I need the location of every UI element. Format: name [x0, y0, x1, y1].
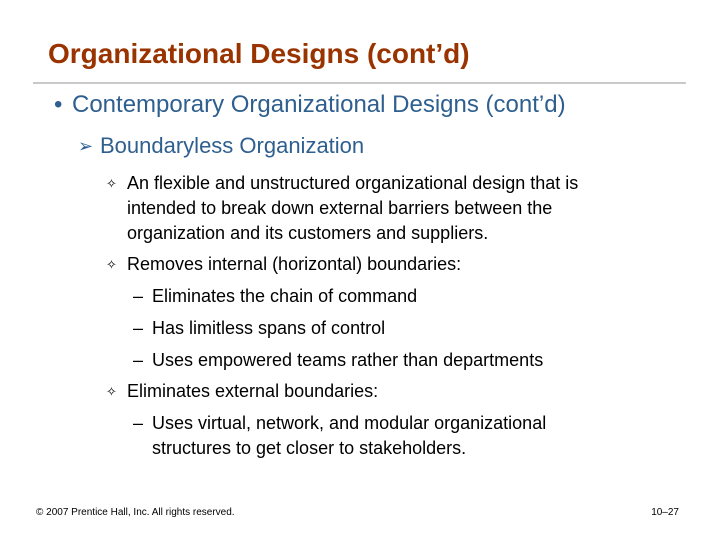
diamond-bullet-icon: ✧: [106, 257, 117, 272]
dash-bullet-icon: –: [133, 413, 144, 433]
point-internal-text: Removes internal (horizontal) boundaries:: [127, 254, 462, 274]
subheading-text: Boundaryless Organization: [100, 133, 365, 158]
dash-bullet-icon: –: [133, 318, 144, 338]
point-external: [106, 379, 646, 404]
dash-bullet-icon: –: [133, 286, 144, 306]
subpoint: [133, 411, 613, 461]
diamond-bullet-icon: ✧: [106, 176, 117, 191]
point-definition: [106, 171, 646, 246]
point-definition-text: An flexible and unstructured organizational design that is intended to break down external barriers between the organization and its customers and suppliers.: [127, 173, 579, 243]
subpoint-text: Uses empowered teams rather than departments: [152, 350, 544, 370]
subpoint-text: Has limitless spans of control: [152, 318, 386, 338]
bullet-dot-icon: •: [54, 91, 63, 118]
bullet-level1-text: Contemporary Organizational Designs (cont’d): [72, 91, 566, 118]
dash-bullet-icon: –: [133, 350, 144, 370]
subpoint: [133, 316, 653, 341]
subheading: [78, 133, 364, 159]
slide-title: Organizational Designs (cont’d): [48, 38, 470, 69]
diamond-bullet-icon: ✧: [106, 384, 117, 399]
arrow-bullet-icon: ➢: [78, 136, 94, 156]
point-internal: [106, 252, 646, 277]
bullet-level1: [54, 91, 566, 119]
subpoint: [133, 348, 653, 373]
subpoint: [133, 284, 653, 309]
subpoint-text: Eliminates the chain of command: [152, 286, 418, 306]
title-divider: [33, 82, 686, 84]
subpoint-text: Uses virtual, network, and modular organizational structures to get closer to stakeholders.: [152, 413, 547, 458]
page-number: 10–27: [651, 507, 679, 518]
footer-copyright: © 2007 Prentice Hall, Inc. All rights reserved.: [36, 507, 235, 518]
point-external-text: Eliminates external boundaries:: [127, 381, 379, 401]
